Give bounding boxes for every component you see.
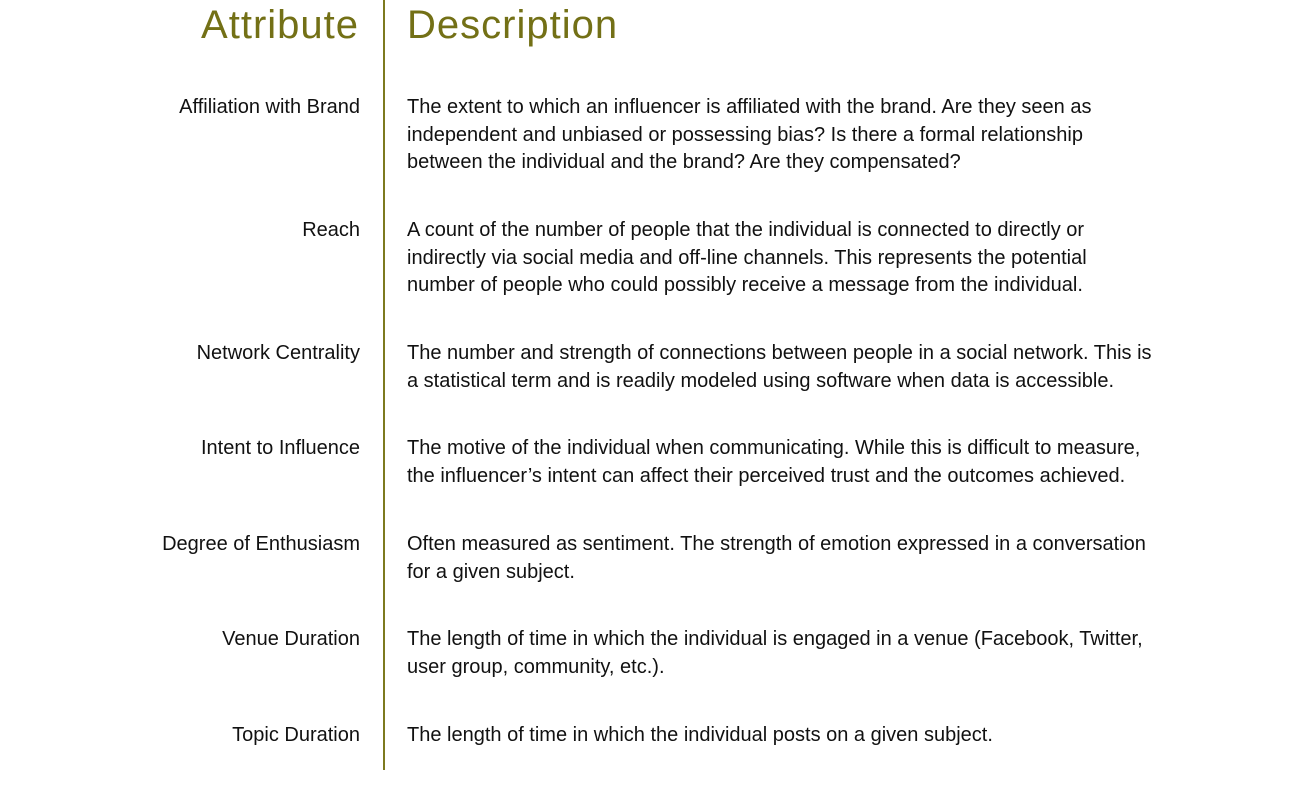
description-line: The motive of the individual when communicating. While this is difficult to measure, <box>407 437 1141 459</box>
column-divider <box>383 0 385 770</box>
description-line: independent and unbiased or possessing bias? Is there a formal relationship <box>407 123 1083 146</box>
description-line: The extent to which an influencer is affiliated with the brand. Are they seen as <box>407 96 1092 118</box>
description-line: Often measured as sentiment. The strength of emotion expressed in a conversation <box>407 533 1146 555</box>
attribute-label: Network Centrality <box>196 342 360 364</box>
description-line: indirectly via social media and off-line channels. This represents the potential <box>407 246 1087 269</box>
description-line: for a given subject. <box>407 560 575 583</box>
description-line: a statistical term and is readily modeled using software when data is accessible. <box>407 369 1115 392</box>
attribute-label: Reach <box>302 219 360 241</box>
description-text <box>407 340 1207 395</box>
attribute-label: Topic Duration <box>232 724 360 746</box>
description-line: A count of the number of people that the individual is connected to directly or <box>407 219 1085 241</box>
description-line: The number and strength of connections between people in a social network. This is <box>407 342 1152 364</box>
description-text <box>407 217 1207 300</box>
description-column-header: Description <box>407 3 619 47</box>
description-line: The length of time in which the individual posts on a given subject. <box>407 724 993 746</box>
attribute-column-header: Attribute <box>201 3 359 47</box>
attribute-label: Degree of Enthusiasm <box>162 533 360 555</box>
description-line: The length of time in which the individual is engaged in a venue (Facebook, Twitter, <box>407 628 1143 650</box>
attribute-label: Affiliation with Brand <box>179 96 360 118</box>
attribute-label: Venue Duration <box>222 628 360 650</box>
description-line: user group, community, etc.). <box>407 655 665 678</box>
description-text <box>407 435 1207 490</box>
description-text <box>407 94 1207 177</box>
description-line: between the individual and the brand? Are they compensated? <box>407 151 961 173</box>
description-line: number of people who could possibly receive a message from the individual. <box>407 274 1083 296</box>
description-line: the influencer’s intent can affect their perceived trust and the outcomes achieved. <box>407 464 1126 487</box>
attribute-label: Intent to Influence <box>200 437 360 459</box>
description-text <box>407 722 1207 750</box>
description-text <box>407 531 1207 586</box>
description-text <box>407 626 1207 681</box>
